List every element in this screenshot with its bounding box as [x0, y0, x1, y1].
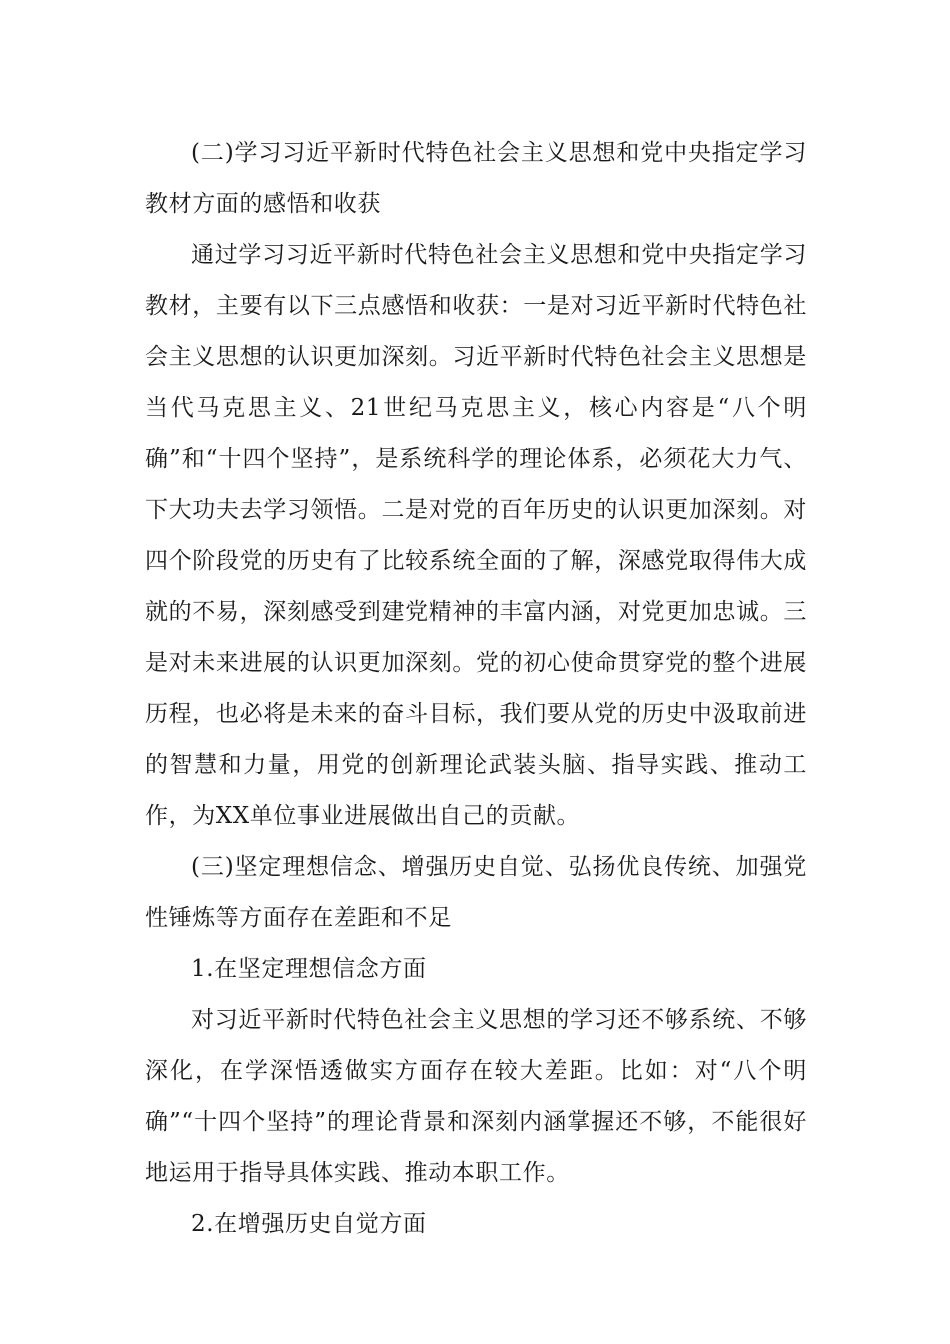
section-heading-two: (二)学习习近平新时代特色社会主义思想和党中央指定学习教材方面的感悟和收获: [145, 140, 807, 217]
subheading-history: 2.在增强历史自觉方面: [191, 1211, 427, 1237]
body-paragraph-ideals: 对习近平新时代特色社会主义思想的学习还不够系统、不够深化，在学深悟透做实方面存在较大差距。比如：对“八个明确”“十四个坚持”的理论背景和深刻内涵掌握还不够，不能很好地运用于指导具体实践、推动本职工作。: [145, 1007, 807, 1186]
body-paragraph-insights: 通过学习习近平新时代特色社会主义思想和党中央指定学习教材，主要有以下三点感悟和收获：一是对习近平新时代特色社会主义思想的认识更加深刻。习近平新时代特色社会主义思想是当代马克思主义、21世纪马克思主义，核心内容是“八个明确”和“十四个坚持”，是系统科学的理论体系，必须花大力气、下大功夫去学习领悟。二是对党的百年历史的认识更加深刻。对四个阶段党的历史有了比较系统全面的了解，深感党取得伟大成就的不易，深刻感受到建党精神的丰富内涵，对党更加忠诚。三是对未来进展的认识更加深刻。党的初心使命贯穿党的整个进展历程，也必将是未来的奋斗目标，我们要从党的历史中汲取前进的智慧和力量，用党的创新理论武装头脑、指导实践、推动工作，为XX单位事业进展做出自己的贡献。: [145, 242, 807, 829]
document-body: [145, 128, 807, 1250]
subheading-ideals: 1.在坚定理想信念方面: [191, 956, 427, 982]
section-heading-three: (三)坚定理想信念、增强历史自觉、弘扬优良传统、加强党性锤炼等方面存在差距和不足: [145, 854, 807, 931]
